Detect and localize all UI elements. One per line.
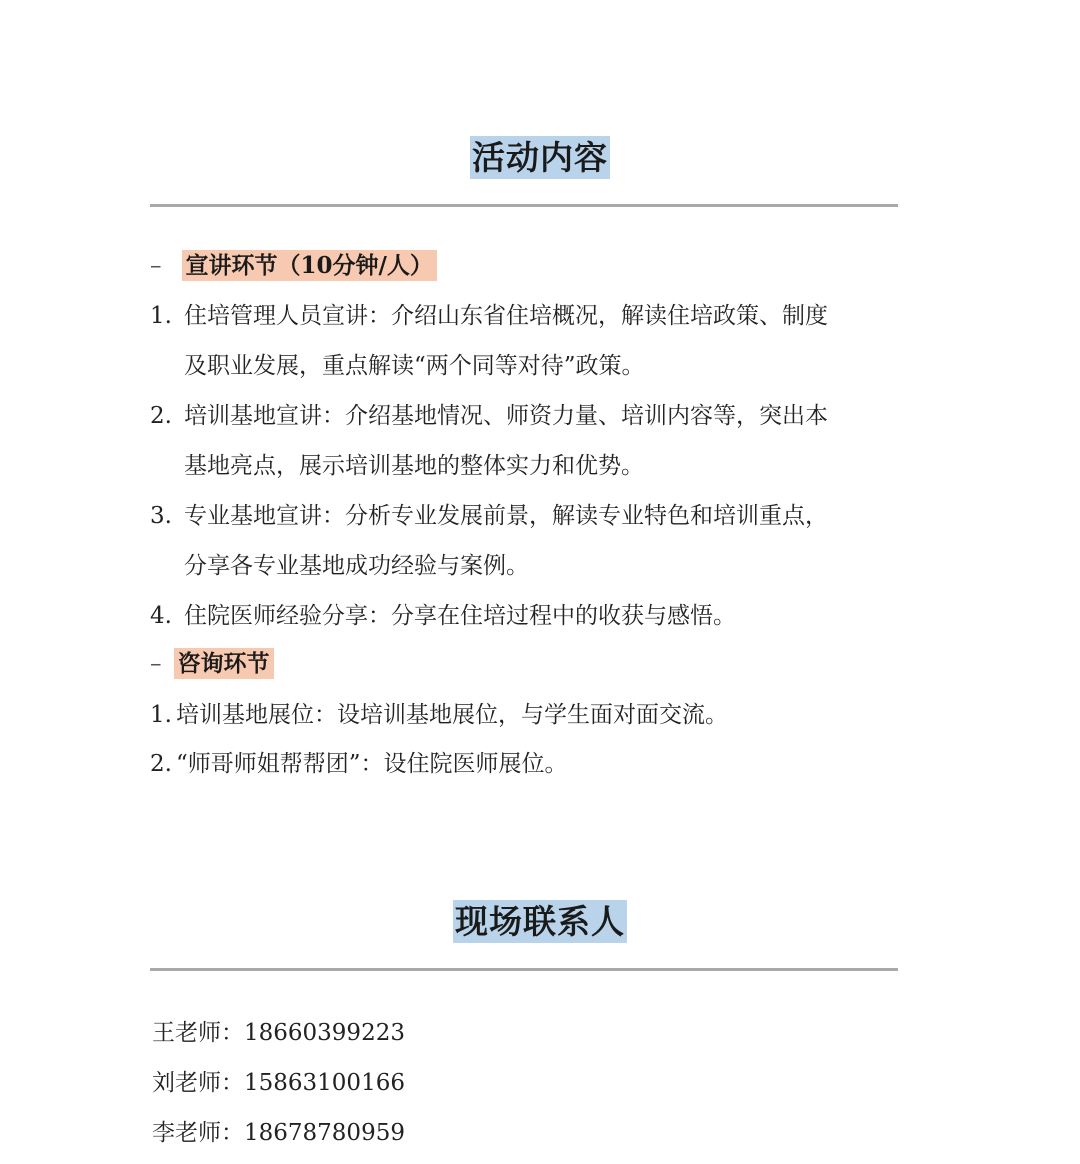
contact-phone: 18678780959 (244, 1120, 405, 1146)
item-text: 培训基地宣讲：介绍基地情况、师资力量、培训内容等，突出本 (184, 403, 828, 429)
item-text: 专业基地宣讲：分析专业发展前景，解读专业特色和培训重点， (184, 503, 828, 529)
contacts-section-title (0, 896, 1080, 943)
bullet-dash: – (150, 253, 162, 279)
contact-phone: 18660399223 (244, 1020, 405, 1046)
activity-title-text: 活动内容 (472, 138, 608, 177)
item-number: 4. (150, 603, 172, 629)
contact-row (152, 1018, 405, 1048)
consult-item-2 (150, 749, 568, 779)
item-text: 培训基地展位：设培训基地展位，与学生面对面交流。 (176, 702, 728, 728)
contact-name: 李老师： (152, 1120, 244, 1146)
contacts-title-text: 现场联系人 (455, 902, 625, 941)
consult-item-1 (150, 700, 728, 730)
contact-phone: 15863100166 (244, 1070, 405, 1096)
activity-divider (150, 204, 898, 207)
activity-section-title (0, 132, 1080, 179)
contact-name: 王老师： (152, 1020, 244, 1046)
item-text: “师哥师姐帮帮团”：设住院医师展位。 (176, 751, 568, 777)
item-number: 2. (150, 403, 172, 429)
consult-heading-text: 咨询环节 (174, 648, 274, 679)
presentation-heading-text: 宣讲环节（10分钟/人） (182, 250, 437, 281)
presentation-item-3-continued: 分享各专业基地成功经验与案例。 (184, 553, 529, 579)
presentation-item-1-continued: 及职业发展，重点解读“两个同等对待”政策。 (184, 353, 645, 379)
item-text: 住培管理人员宣讲：介绍山东省住培概况，解读住培政策、制度 (184, 303, 828, 329)
contacts-divider (150, 968, 898, 971)
presentation-heading (150, 249, 437, 283)
item-number: 3. (150, 503, 172, 529)
item-number: 2. (150, 751, 172, 777)
contact-name: 刘老师： (152, 1070, 244, 1096)
presentation-item-1 (150, 301, 828, 331)
presentation-item-3 (150, 501, 828, 531)
item-number: 1. (150, 702, 172, 728)
consult-heading (150, 647, 274, 681)
contact-row (152, 1118, 405, 1148)
contact-row (152, 1068, 405, 1098)
presentation-item-2-continued: 基地亮点，展示培训基地的整体实力和优势。 (184, 453, 644, 479)
item-number: 1. (150, 303, 172, 329)
bullet-dash: – (150, 651, 162, 677)
item-text: 住院医师经验分享：分享在住培过程中的收获与感悟。 (184, 603, 736, 629)
presentation-item-4 (150, 601, 736, 631)
presentation-item-2 (150, 401, 828, 431)
